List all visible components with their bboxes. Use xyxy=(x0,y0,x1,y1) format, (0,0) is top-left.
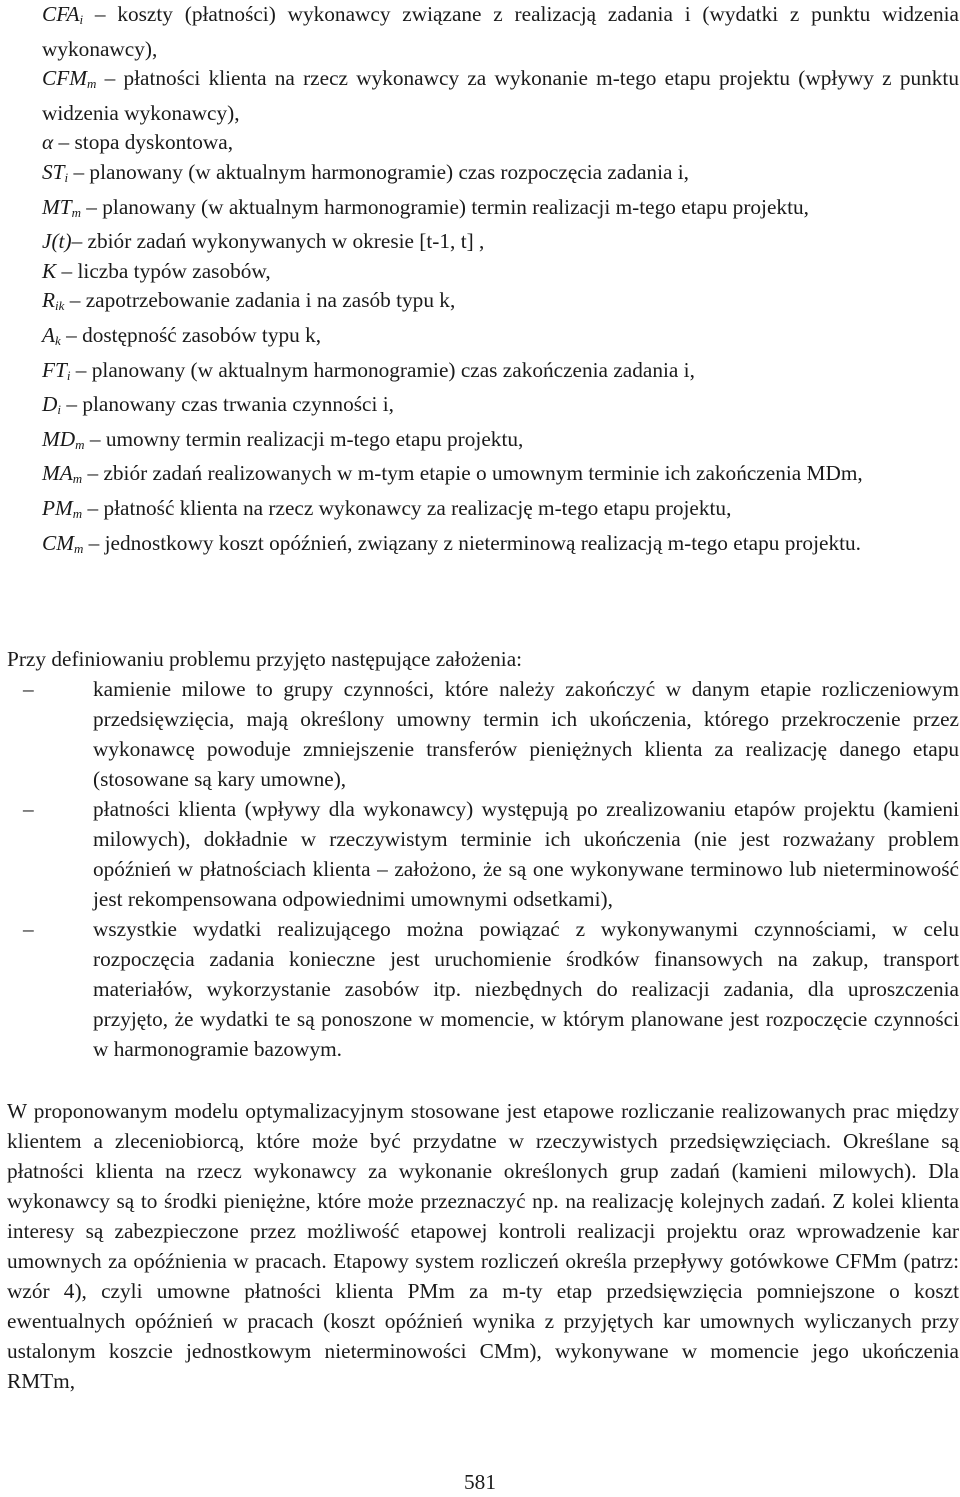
definition-subscript: i xyxy=(64,169,69,185)
definition-subscript: m xyxy=(71,204,81,220)
assumption-text: kamienie milowe to grupy czynności, które należy zakończyć w danym etapie rozliczeniowym przedsięwzięcia, mają określony umowny termin ich ukończenia, którego przekroczenie przez wykonawcę powoduje zmniejszenie transferów pieniężnych klienta za realizację danego etapu (stosowane są kary umowne), xyxy=(93,677,959,791)
assumption-item xyxy=(7,674,959,794)
definition-item xyxy=(42,529,959,564)
list-dash-marker: – xyxy=(23,677,34,701)
definition-subscript: ik xyxy=(55,298,65,314)
definition-subscript: k xyxy=(55,332,61,348)
definition-symbol: J(t) xyxy=(42,229,72,254)
definition-item xyxy=(42,390,959,425)
definition-item xyxy=(42,257,959,287)
definition-symbol: CFM xyxy=(42,66,87,91)
definition-text: – liczba typów zasobów, xyxy=(56,258,271,283)
definition-item xyxy=(42,64,959,128)
assumption-text: płatności klienta (wpływy dla wykonawcy) występują po zrealizowaniu etapów projektu (kamieni milowych), dokładnie w rzeczywistym terminie ich ukończenia (nie jest rozważany problem opóźnień w płatnościach klienta – założono, że są one wykonywane terminowo lub nieterminowość jest rekompensowana odpowiednimi umownymi odsetkami), xyxy=(93,797,959,911)
definition-text: – płatności klienta na rzecz wykonawcy za wykonanie m-tego etapu projektu (wpływy z punktu widzenia wykonawcy), xyxy=(42,66,959,125)
definition-symbol: MT xyxy=(42,194,72,219)
definition-text: – dostępność zasobów typu k, xyxy=(60,322,322,347)
definition-symbol: α xyxy=(42,130,54,155)
definition-symbol: CFA xyxy=(42,2,80,26)
definition-item xyxy=(42,494,959,529)
definition-item xyxy=(42,128,959,158)
definition-text: – zbiór zadań realizowanych w m-tym etapie o umownym terminie ich zakończenia MDm, xyxy=(82,461,863,486)
page-number: 581 xyxy=(464,1470,496,1494)
definition-symbol: D xyxy=(42,392,58,417)
definition-text: – planowany (w aktualnym harmonogramie) czas rozpoczęcia zadania i, xyxy=(68,159,690,184)
definition-text: – zbiór zadań wykonywanych w okresie [t-1, t] , xyxy=(71,229,485,254)
definition-item xyxy=(42,286,959,321)
definition-subscript: i xyxy=(57,402,62,418)
definition-symbol: R xyxy=(42,288,56,313)
definition-symbol: CM xyxy=(42,530,74,555)
closing-paragraph: W proponowanym modelu optymalizacyjnym stosowane jest etapowe rozliczanie realizowanych prac między klientem a zleceniobiorcą, które może być przydatne w rzeczywistych przedsięwzięciach. Określane są płatności klienta na rzecz wykonawcy za wykonanie określonych grup zadań (kamieni milowych). Dla wykonawcy są to środki pieniężne, które może przeznaczyć np. na realizację kolejnych zadań. Z kolei klienta interesy są zabezpieczone przez możliwość etapowej kontroli realizacji projektu oraz wprowadzenie kar umownych za opóźnienia w pracach. Etapowy system rozliczeń określa przepływy gotówkowe CFMm (patrz: wzór 4), czyli umowne płatności klienta PMm za m-ty etap przedsięwzięcia pomniejszone o koszt ewentualnych opóźnień w pracach (koszt opóźnień wynika z przyjętych kar umownych wyliczanych przy ustalonym koszcie jednostkowym nieterminowości CMm), wykonywane w momencie jego ukończenia RMTm, xyxy=(7,1099,959,1393)
list-dash-marker: – xyxy=(23,797,34,821)
assumption-item xyxy=(7,794,959,914)
definition-subscript: m xyxy=(72,471,83,487)
assumption-text: wszystkie wydatki realizującego można powiązać z wykonywanymi czynnościami, w celu rozpoczęcia zadania konieczne jest uruchomienie środków finansowych na zakup, transport materiałów, wykorzystanie zasobów itp. niezbędnych do realizacji zadania, dla uproszczenia przyjęto, że wydatki te są ponoszone w momencie, w którym planowane jest rozpoczęcie czynności w harmonogramie bazowym. xyxy=(93,917,959,1061)
definition-text: – stopa dyskontowa, xyxy=(53,130,234,155)
definition-text: – planowany czas trwania czynności i, xyxy=(61,392,394,417)
definition-symbol: PM xyxy=(42,495,73,520)
definition-item xyxy=(42,158,959,193)
definition-item xyxy=(42,0,959,64)
definition-text: – umowny termin realizacji m-tego etapu projektu, xyxy=(84,426,524,451)
definition-symbol: MD xyxy=(42,426,76,451)
definition-text: – planowany (w aktualnym harmonogramie) czas zakończenia zadania i, xyxy=(70,357,695,382)
definition-item xyxy=(42,425,959,460)
list-dash-marker: – xyxy=(23,917,34,941)
definition-subscript: m xyxy=(72,505,83,521)
definition-item xyxy=(42,356,959,391)
definitions-list xyxy=(42,0,959,563)
definition-item xyxy=(42,459,959,494)
definition-text: – jednostkowy koszt opóźnień, związany z nieterminową realizacją m-tego etapu projektu. xyxy=(83,530,861,555)
definition-subscript: m xyxy=(73,540,84,556)
definition-symbol: A xyxy=(42,322,56,347)
definition-text: – koszty (płatności) wykonawcy związane z realizacją zadania i (wydatki z punktu widzenia wykonawcy), xyxy=(42,2,959,61)
definition-item xyxy=(42,227,959,257)
definition-text: – zapotrzebowanie zadania i na zasób typu k, xyxy=(64,288,456,313)
assumptions-list xyxy=(7,674,959,1064)
assumptions-intro: Przy definiowaniu problemu przyjęto następujące założenia: xyxy=(7,647,523,671)
definition-subscript: i xyxy=(66,367,71,383)
definition-item xyxy=(42,193,959,228)
definition-item xyxy=(42,321,959,356)
definition-symbol: MA xyxy=(42,461,73,486)
definition-symbol: ST xyxy=(42,159,65,184)
definition-symbol: K xyxy=(42,258,57,283)
assumption-item xyxy=(7,914,959,1064)
definition-text: – płatność klienta na rzecz wykonawcy za realizację m-tego etapu projektu, xyxy=(82,495,732,520)
definition-symbol: FT xyxy=(42,357,67,382)
definition-text: – planowany (w aktualnym harmonogramie) termin realizacji m-tego etapu projektu, xyxy=(80,194,809,219)
definition-subscript: m xyxy=(86,76,97,92)
definition-subscript: i xyxy=(79,12,84,27)
definition-subscript: m xyxy=(75,436,85,452)
